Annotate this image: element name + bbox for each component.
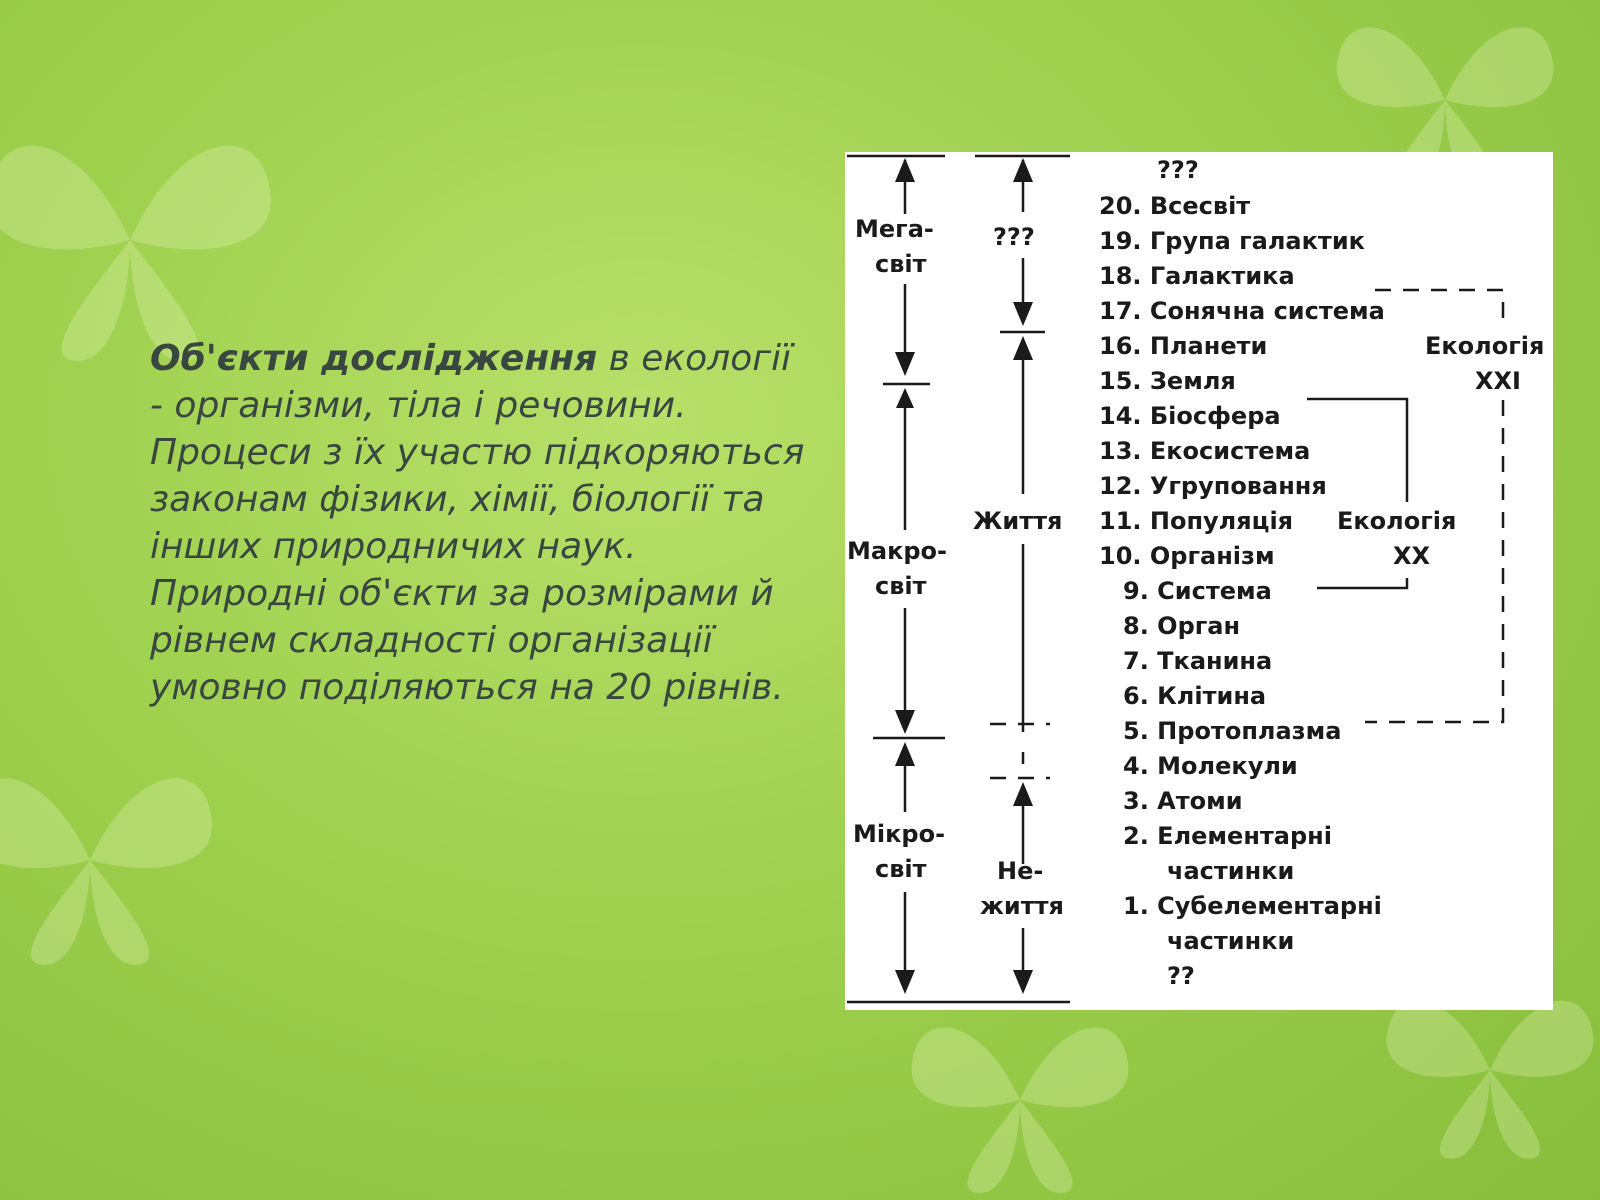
level-item: 12. Угруповання <box>1099 472 1327 500</box>
level-item: 11. Популяція <box>1099 507 1294 535</box>
lead-phrase: Об'єкти дослідження <box>150 338 598 379</box>
level-item: 10. Організм <box>1099 542 1275 570</box>
mega-label-1: Мега- <box>855 215 934 243</box>
butterfly-icon <box>0 730 220 990</box>
level-item: 2. Елементарні <box>1123 822 1332 850</box>
life-unknown-label: ??? <box>993 223 1035 251</box>
ecology-xxi-label-1: Екологія <box>1425 332 1545 360</box>
life-label: Життя <box>973 507 1063 535</box>
level-item: 20. Всесвіт <box>1099 192 1251 220</box>
level-item: 16. Планети <box>1099 332 1268 360</box>
level-item: 7. Тканина <box>1123 647 1273 675</box>
level-item: 14. Біосфера <box>1099 402 1281 430</box>
level-list <box>1099 156 1385 990</box>
ecology-xx-bracket <box>1307 399 1456 588</box>
ecology-xx-label-1: Екологія <box>1337 507 1457 535</box>
level-item: 6. Клітина <box>1123 682 1267 710</box>
arrow-up-icon <box>1013 158 1033 182</box>
level-item: 8. Орган <box>1123 612 1241 640</box>
level-item: 3. Атоми <box>1123 787 1243 815</box>
life-column <box>973 156 1070 994</box>
body-phrase: в екології - організми, тіла і речовини. Процеси з їх участю підкоряються законам фізики, хімії, біології та інших природничих наук. Природні об'єкти за розмірами й рівнем складності організації умовно поділяються на 20 рівнів. <box>150 338 805 708</box>
slide-body-text <box>150 335 810 711</box>
butterfly-icon <box>0 110 280 370</box>
level-item: 19. Група галактик <box>1099 227 1365 255</box>
arrow-down-icon <box>895 970 915 994</box>
nonlife-label-1: Не- <box>997 857 1044 885</box>
arrow-down-icon <box>895 352 915 376</box>
level-item-continued: частинки <box>1167 857 1295 885</box>
bracket-line <box>1317 578 1407 588</box>
ecology-xxi-bracket <box>1365 290 1544 722</box>
mega-label-2: світ <box>875 250 927 278</box>
level-item: 17. Сонячна система <box>1099 297 1385 325</box>
levels-diagram <box>845 152 1553 1010</box>
butterfly-icon <box>860 1000 1180 1200</box>
bottom-unknown-mark: ?? <box>1167 962 1195 990</box>
ecology-xxi-label-2: XXI <box>1475 367 1521 395</box>
top-unknown-mark: ??? <box>1157 156 1199 184</box>
arrow-up-icon <box>895 158 915 182</box>
ecology-xx-label-2: XX <box>1393 542 1431 570</box>
level-item: 1. Субелементарні <box>1123 892 1382 920</box>
macro-label-2: світ <box>875 572 927 600</box>
level-item: 13. Екосистема <box>1099 437 1311 465</box>
bracket-dashed-line <box>1375 290 1503 328</box>
level-item: 9. Система <box>1123 577 1272 605</box>
micro-label-1: Мікро- <box>853 820 946 848</box>
level-item: 15. Земля <box>1099 367 1236 395</box>
level-item: 5. Протоплазма <box>1123 717 1342 745</box>
levels-diagram-svg <box>845 152 1553 1010</box>
nonlife-label-2: життя <box>980 892 1064 920</box>
micro-label-2: світ <box>875 855 927 883</box>
level-item: 4. Молекули <box>1123 752 1298 780</box>
level-item: 18. Галактика <box>1099 262 1295 290</box>
level-item-continued: частинки <box>1167 927 1295 955</box>
macro-label-1: Макро- <box>847 537 947 565</box>
arrow-down-icon <box>895 710 915 734</box>
arrow-down-icon <box>1013 302 1033 326</box>
bracket-dashed-line <box>1365 400 1503 722</box>
arrow-down-icon <box>1013 970 1033 994</box>
